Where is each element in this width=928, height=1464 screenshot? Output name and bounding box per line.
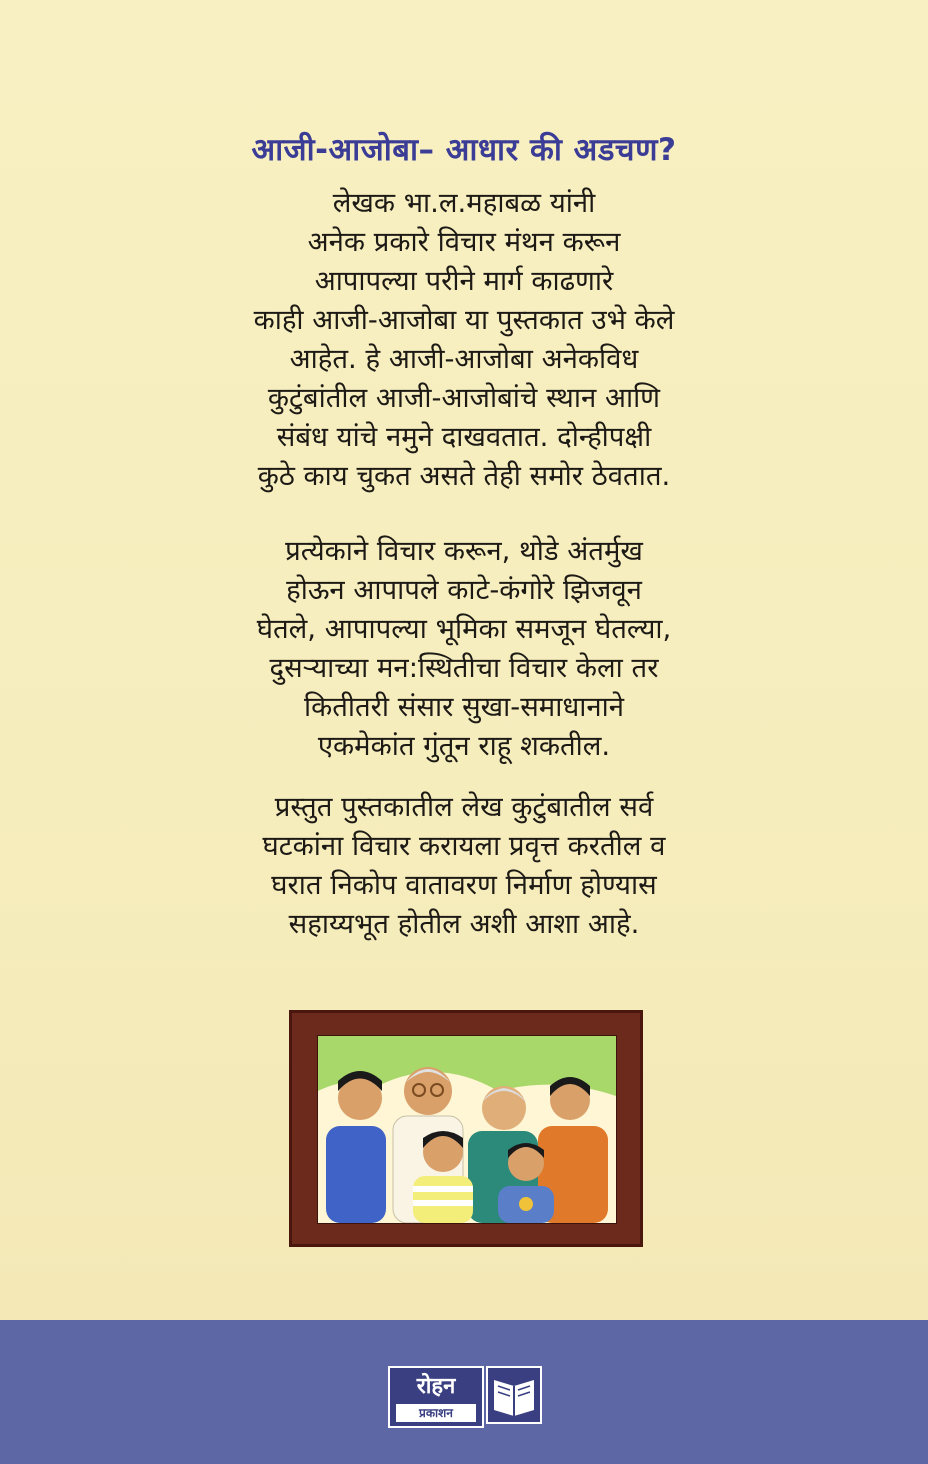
text-line: दुसऱ्याच्या मन:स्थितीचा विचार केला तर — [269, 652, 659, 684]
text-line: सहाय्यभूत होतील अशी आशा आहे. — [288, 908, 640, 940]
text-line: एकमेकांत गुंतून राहू शकतील. — [317, 730, 611, 762]
publisher-logo — [388, 1366, 544, 1426]
publisher-subtitle: प्रकाशन — [396, 1404, 476, 1422]
text-line: अनेक प्रकारे विचार मंथन करून — [307, 226, 621, 258]
text-line: घरात निकोप वातावरण निर्माण होण्यास — [271, 869, 657, 901]
blurb-paragraph-2 — [0, 532, 928, 766]
text-line: लेखक भा.ल.महाबळ यांनी — [332, 187, 596, 219]
text-line: कितीतरी संसार सुखा-समाधानाने — [303, 691, 625, 723]
family-picture-frame — [289, 1010, 643, 1247]
publisher-name: रोहन — [416, 1374, 456, 1399]
family-illustration — [317, 1035, 617, 1224]
book-icon — [486, 1366, 542, 1424]
text-line: आपापल्या परीने मार्ग काढणारे — [314, 265, 614, 297]
text-line: कुठे काय चुकत असते तेही समोर ठेवतात. — [257, 460, 671, 492]
text-line: कुटुंबांतील आजी-आजोबांचे स्थान आणि — [267, 382, 661, 414]
publisher-logo-box — [388, 1366, 484, 1428]
text-line: होऊन आपापले काटे-कंगोरे झिजवून — [286, 574, 642, 606]
blurb-paragraph-3 — [0, 788, 928, 944]
text-line: घेतले, आपापल्या भूमिका समजून घेतल्या, — [256, 613, 672, 645]
blurb-paragraph-1 — [0, 184, 928, 496]
text-line: काही आजी-आजोबा या पुस्तकात उभे केले — [253, 304, 675, 336]
text-line: संबंध यांचे नमुने दाखवतात. दोन्हीपक्षी — [276, 421, 652, 453]
text-line: प्रत्येकाने विचार करून, थोडे अंतर्मुख — [285, 535, 643, 567]
text-line: आहेत. हे आजी-आजोबा अनेकविध — [289, 343, 639, 375]
text-line: प्रस्तुत पुस्तकातील लेख कुटुंबातील सर्व — [274, 791, 654, 823]
book-title: आजी-आजोबा– आधार की अडचण? — [251, 132, 677, 168]
text-line: घटकांना विचार करायला प्रवृत्त करतील व — [262, 830, 666, 862]
